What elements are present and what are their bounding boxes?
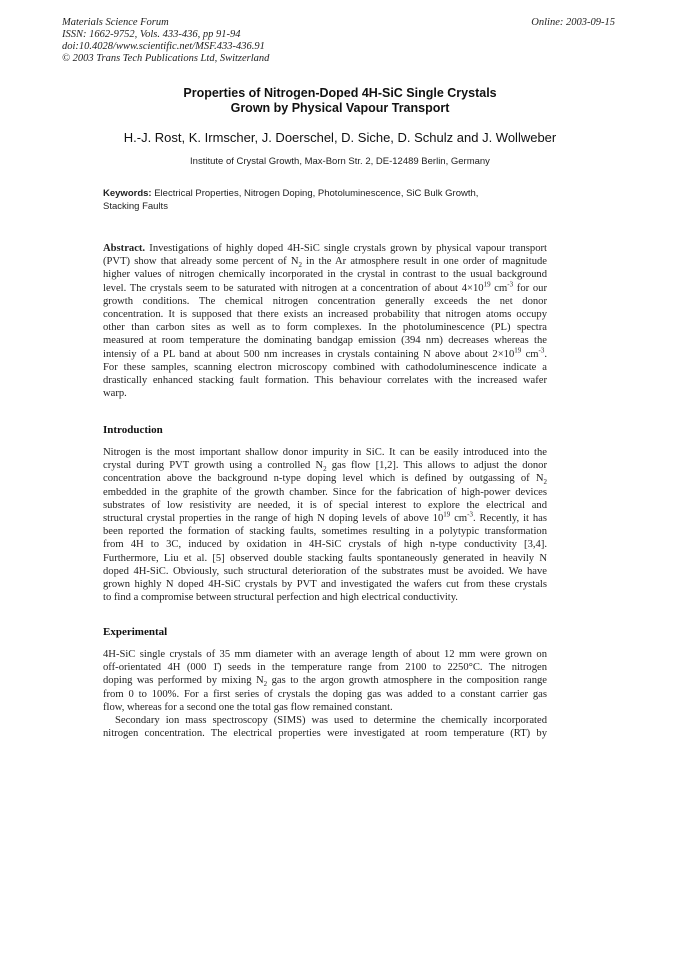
superscript: 19 [483, 280, 491, 289]
body-line: nitrogen concentration. The electrical properties were investigated at room temperature (RT) by [103, 728, 547, 740]
experimental-heading: Experimental [103, 626, 168, 638]
abstract-text: cm [521, 348, 539, 360]
abstract [103, 242, 547, 400]
journal-issn: ISSN: 1662-9752, Vols. 433-436, pp 91-94 [62, 29, 241, 40]
affiliation: Institute of Crystal Growth, Max-Born Str. 2, DE-12489 Berlin, Germany [190, 156, 490, 167]
abstract-line [103, 242, 547, 255]
abstract-line: growth conditions. The chemical nitrogen concentration generally exceeds the net donor [103, 295, 547, 307]
abstract-line: concentration. It is supposed that there exists an increased probability that nitrogen atoms occupy [103, 309, 547, 321]
online-date: Online: 2003-09-15 [531, 17, 615, 28]
abstract-line: For these samples, scanning electron microscopy combined with cathodoluminescence indicate a [103, 361, 547, 373]
abstract-line [103, 348, 547, 361]
abstract-label: Abstract. [103, 243, 146, 254]
abstract-text: for our [513, 282, 547, 294]
keywords-line: Electrical Properties, Nitrogen Doping, Photoluminescence, SiC Bulk Growth, [154, 188, 479, 199]
superscript: -3 [467, 510, 473, 519]
body-line: been reported the formation of stacking faults, sometimes resulting in a polytypic transformation [103, 526, 547, 538]
superscript: -3 [507, 280, 514, 289]
title-line: Properties of Nitrogen-Doped 4H-SiC Single Crystals [183, 86, 497, 100]
introduction-heading: Introduction [103, 424, 163, 436]
paper-title [60, 86, 620, 116]
body-line: to find a compromise between structural perfection and high electrical conductivity. [103, 592, 458, 604]
abstract-text: in the Ar atmosphere result in one order of magnitude [302, 256, 547, 268]
subscript: 2 [543, 478, 547, 487]
body-line: Nitrogen is the most important shallow donor impurity in SiC. It can be easily introduced into the [103, 447, 547, 458]
subscript: 2 [323, 465, 327, 474]
abstract-line [103, 282, 547, 295]
body-text: concentration above the background n-type doping level which is defined by outgassing of N [103, 473, 544, 485]
body-text: gas flow [1,2]. This allows to adjust the donor [326, 460, 547, 472]
abstract-text: Investigations of highly doped 4H-SiC single crystals grown by physical vapour transport [149, 243, 547, 254]
body-line [103, 674, 547, 687]
subscript: 2 [263, 680, 268, 689]
body-line: 4H-SiC single crystals of 35 mm diameter with an average length of about 12 mm were grown on [103, 649, 547, 660]
journal-doi: doi:10.4028/www.scientific.net/MSF.433-436.91 [62, 41, 265, 52]
body-line: from 0 to 100%. For a first series of crystals the doping gas was added to a constant carrier gas [103, 688, 547, 700]
journal-name: Materials Science Forum [62, 17, 169, 28]
abstract-line: other than carbon sites as well as to form complexes. In the photoluminescence (PL) spectra [103, 322, 547, 334]
abstract-line: warp. [103, 388, 127, 400]
keywords-label: Keywords: [103, 188, 152, 199]
superscript: 19 [514, 346, 522, 355]
body-text: structural crystal properties in the range of high N doping levels of above 10 [103, 513, 444, 525]
body-text: gas to the argon growth atmosphere in the composition range [267, 675, 547, 687]
body-line [103, 472, 547, 485]
keywords-line: Stacking Faults [103, 200, 168, 212]
superscript: -3 [538, 346, 545, 355]
body-text: crystal during PVT growth using a controlled N [103, 460, 324, 472]
journal-info [62, 17, 269, 65]
body-line: Furthermore, Liu et al. [5] observed double stacking faults spontaneously generated in heavily N [103, 552, 547, 564]
abstract-line: drastically enhanced stacking fault formation. This behaviour correlates with the increased wafer [103, 375, 547, 387]
body-text: cm [450, 513, 468, 525]
abstract-line [103, 255, 547, 268]
body-line: flow, whereas for a second one the total gas flow remained constant. [103, 701, 393, 713]
body-line [103, 512, 547, 525]
body-line: from 4H to 3C, induced by oxidation in 4H-SiC crystals of high n-type conductivity [3,4]. [103, 539, 547, 551]
body-line: off-orientated 4H (000 1̄) seeds in the temperature range from 2100 to 2250°C. The nitrogen [103, 662, 547, 674]
body-line: substrates of low resistivity are needed, it is of special interest to explore the electrical and [103, 499, 547, 511]
body-line: grown highly N doped 4H-SiC crystals by PVT and investigated the wafers cut from these crystals [103, 579, 547, 591]
abstract-text: (PVT) show that already some percent of N [103, 256, 299, 268]
body-line: embedded in the graphite of the growth chamber. Since for the fabrication of high-power devices [103, 486, 547, 498]
abstract-text: cm [490, 282, 508, 294]
journal-copyright: © 2003 Trans Tech Publications Ltd, Switzerland [62, 53, 270, 64]
keywords [103, 188, 533, 213]
abstract-text: intensiy of a PL band at about 500 nm increases in crystals containing N above about 2×10 [103, 348, 515, 360]
author-list: H.-J. Rost, K. Irmscher, J. Doerschel, D. Siche, D. Schulz and J. Wollweber [123, 130, 557, 145]
abstract-text: . [544, 348, 548, 360]
abstract-line: measured at room temperature the dominating bandgap emission (394 nm) decreases whereas the [103, 335, 547, 347]
subscript: 2 [298, 261, 302, 270]
body-text: . Recently, it has [473, 513, 547, 525]
body-line: doped 4H-SiC. Obviously, such structural deterioration of the substrates must be avoided. We have [103, 565, 547, 577]
superscript: 19 [443, 510, 451, 519]
body-text: doping was performed by mixing N [103, 675, 264, 687]
body-line: Secondary ion mass spectroscopy (SIMS) was used to determine the chemically incorporated [115, 715, 547, 727]
introduction-body [103, 446, 547, 604]
abstract-text: level. The crystals seem to be saturated with nitrogen at a concentration of about 4×10 [103, 282, 484, 294]
title-line: Grown by Physical Vapour Transport [230, 101, 450, 115]
experimental-body [103, 648, 547, 740]
body-line [103, 459, 547, 472]
abstract-line: higher values of nitrogen chemically incorporated in the crystal in contrast to the usual background [103, 269, 547, 281]
